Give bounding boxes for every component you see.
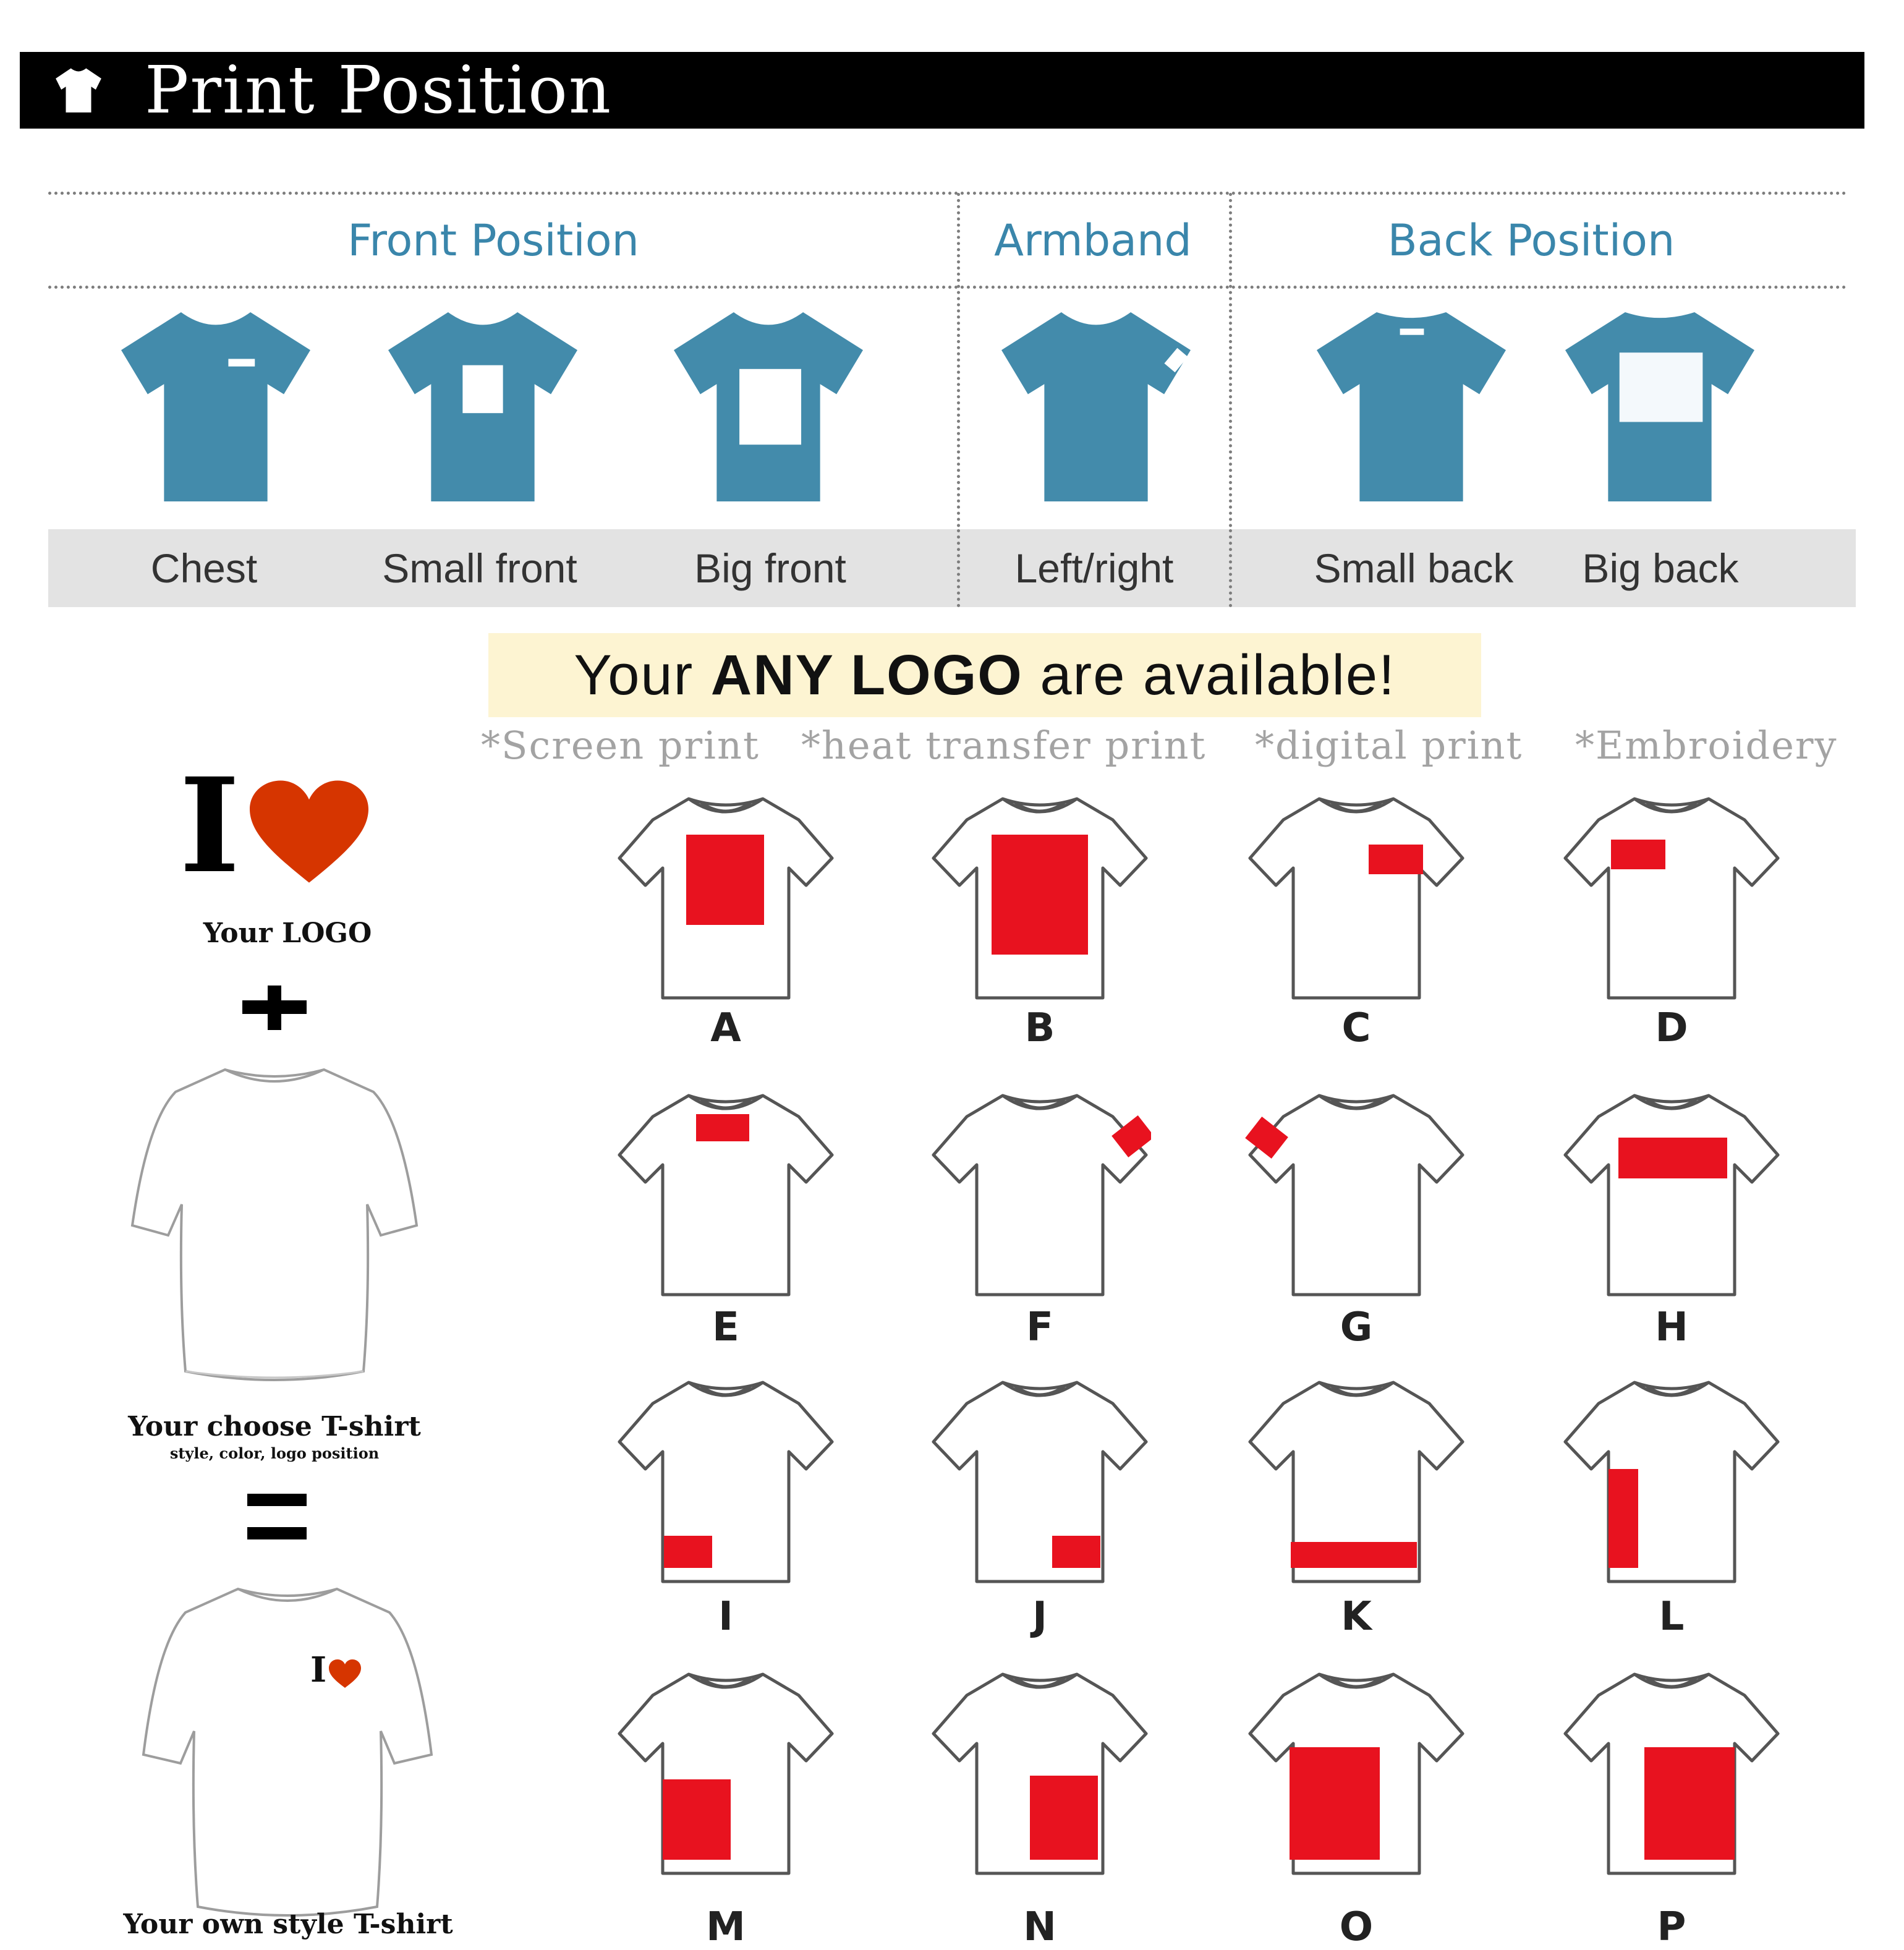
shirt-position-h <box>1560 1093 1783 1297</box>
small-front-shirt-icon <box>388 312 577 502</box>
position-letter-i: I <box>718 1594 733 1640</box>
print-area-c <box>1369 845 1423 874</box>
position-letter-f: F <box>1026 1305 1053 1350</box>
method-digital-print: *digital print <box>1255 723 1523 768</box>
shirt-position-n <box>929 1672 1151 1876</box>
equals-icon-bottom <box>247 1527 307 1539</box>
shirt-position-f <box>929 1093 1151 1297</box>
position-letter-c: C <box>1341 1005 1371 1051</box>
label-chest: Chest <box>150 545 258 591</box>
method-screen-print: *Screen print <box>481 723 760 768</box>
position-letter-o: O <box>1339 1904 1374 1950</box>
mini-logo-letter: I <box>310 1650 327 1690</box>
shirt-position-c <box>1245 796 1468 1000</box>
position-letter-l: L <box>1659 1594 1685 1640</box>
divider <box>48 286 1847 289</box>
position-letter-m: M <box>706 1904 746 1950</box>
shirt-position-p <box>1560 1672 1783 1876</box>
section-back-title: Back Position <box>1387 215 1675 266</box>
shirt-position-k <box>1245 1380 1468 1584</box>
position-letter-j: J <box>1032 1594 1047 1640</box>
heart-icon <box>250 780 368 885</box>
divider <box>957 529 960 607</box>
position-letter-b: B <box>1024 1005 1055 1051</box>
position-letter-g: G <box>1340 1305 1373 1350</box>
position-letter-h: H <box>1655 1305 1688 1350</box>
print-area-n <box>1030 1776 1098 1860</box>
shirt-position-a <box>614 796 837 1000</box>
shirt-position-g <box>1245 1093 1468 1297</box>
page-title: Print Position <box>145 52 613 128</box>
print-area-d <box>1611 840 1665 869</box>
small-back-shirt-icon <box>1317 312 1506 502</box>
print-area-h <box>1618 1138 1727 1178</box>
print-area-l <box>1609 1469 1638 1568</box>
print-area-o <box>1290 1747 1380 1860</box>
choose-subcaption: style, color, logo position <box>169 1444 380 1462</box>
big-back-shirt-icon <box>1565 312 1754 502</box>
position-letter-k: K <box>1341 1594 1372 1640</box>
print-area-b <box>992 835 1088 955</box>
big-front-shirt-icon <box>674 312 863 502</box>
chest-shirt-icon <box>121 312 310 502</box>
method-heat-transfer: *heat transfer print <box>801 723 1207 768</box>
print-area-e <box>696 1114 749 1141</box>
section-armband-title: Armband <box>994 215 1192 266</box>
method-embroidery: *Embroidery <box>1575 723 1838 768</box>
shirt-position-i <box>614 1380 837 1584</box>
header-bar <box>20 52 1864 129</box>
result-caption: Your own style T-shirt <box>123 1909 453 1940</box>
label-left-right: Left/right <box>1014 545 1174 591</box>
logo-caption: Your LOGO <box>203 918 372 949</box>
blank-tshirt-image <box>126 1062 423 1390</box>
print-area-a <box>686 835 764 925</box>
position-letter-e: E <box>712 1305 739 1350</box>
logo-letter: I <box>179 749 240 902</box>
label-big-front: Big front <box>694 545 846 591</box>
shirt-position-o <box>1245 1672 1468 1876</box>
shirt-position-l <box>1560 1380 1783 1584</box>
print-area-i <box>664 1536 712 1568</box>
t-shirt-icon <box>53 64 104 115</box>
position-letter-d: D <box>1655 1005 1688 1051</box>
print-area-k <box>1291 1542 1417 1568</box>
section-front-title: Front Position <box>347 215 639 266</box>
logo-banner-text: Your ANY LOGO are available! <box>574 644 1396 707</box>
position-letter-n: N <box>1023 1904 1056 1950</box>
shirt-position-e <box>614 1093 837 1297</box>
shirt-position-d <box>1560 796 1783 1000</box>
shirt-position-b <box>929 796 1151 1000</box>
position-letter-p: P <box>1657 1904 1686 1950</box>
plus-icon-stem <box>268 986 281 1030</box>
shirt-position-m <box>614 1672 837 1876</box>
print-area-m <box>663 1779 731 1860</box>
equals-icon-top <box>247 1494 307 1506</box>
print-area-p <box>1644 1747 1735 1860</box>
label-small-front: Small front <box>382 545 577 591</box>
custom-tshirt-image <box>136 1580 439 1927</box>
shirt-position-j <box>929 1380 1151 1584</box>
label-small-back: Small back <box>1314 545 1514 591</box>
print-area-j <box>1052 1536 1100 1568</box>
position-letter-a: A <box>710 1005 741 1051</box>
divider <box>1229 529 1232 607</box>
divider <box>48 192 1847 195</box>
left-right-shirt-icon <box>1001 312 1191 502</box>
choose-caption: Your choose T-shirt <box>128 1411 421 1442</box>
label-big-back: Big back <box>1582 545 1739 591</box>
